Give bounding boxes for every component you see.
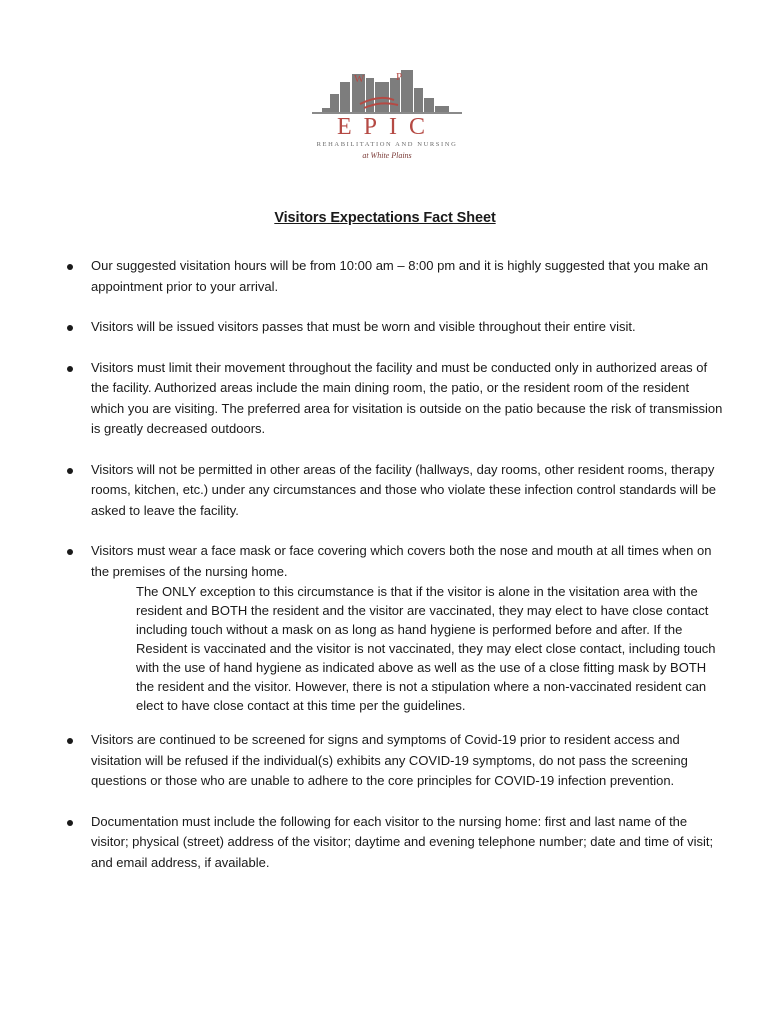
bullet-icon (67, 820, 73, 826)
bullet-text: Visitors will not be permitted in other areas of the facility (hallways, day rooms, other resident rooms, therapy rooms, kitchen, etc.) under any circumstances and those who violate these infection control standards will be asked to leave the facility. (91, 461, 717, 518)
logo-initial-p: P (396, 71, 403, 83)
bullet-text: Visitors must limit their movement throughout the facility and must be conducted only in authorized areas of the facility. Authorized areas include the main dining room, the patio, or the resident room of the resident which you are visiting. The preferred area for visitation is outside on the patio because the risk of transmission is greatly decreased outdoors. (91, 359, 723, 436)
logo-location: at White Plains (362, 151, 412, 160)
bullet-text: Documentation must include the following for each visitor to the nursing home: first and last name of the visitor; physical (street) address of the visitor; daytime and evening telephone number; date and time of visit; and email address, if available. (91, 813, 714, 870)
bullet-icon (67, 264, 73, 270)
bullet-icon (67, 366, 73, 372)
bullet-text: Visitors are continued to be screened for signs and symptoms of Covid-19 prior to resident access and visitation will be refused if the individual(s) exhibits any COVID-19 symptoms, do not pass the screening questions or those who are unable to adhere to the core principles for COVID-19 infection prevention. (91, 732, 688, 788)
list-item (64, 358, 724, 440)
list-item (64, 812, 724, 874)
bullet-icon (67, 549, 73, 555)
list-item (64, 541, 724, 715)
page-title: Visitors Expectations Fact Sheet (274, 210, 496, 226)
logo-tagline: REHABILITATION AND NURSING (316, 141, 458, 148)
list-item (64, 256, 724, 297)
building-skyline-icon (322, 70, 449, 112)
list-item (64, 317, 724, 338)
bullet-text: Visitors must wear a face mask or face covering which covers both the nose and mouth at all times when on the premises of the nursing home. (91, 543, 712, 579)
bullet-text: Our suggested visitation hours will be from 10:00 am – 8:00 pm and it is highly suggested that you make an appointment prior to your arrival. (91, 258, 709, 294)
bullet-icon (67, 738, 73, 744)
list-item (64, 730, 724, 792)
logo-initial-w: W (354, 73, 365, 85)
bullet-icon (67, 325, 73, 331)
bullet-icon (67, 468, 73, 474)
expectations-list (64, 256, 724, 873)
facility-logo (272, 68, 502, 168)
list-item (64, 460, 724, 522)
mask-exception-text: The ONLY exception to this circumstance is that if the visitor is alone in the visitation area with the resident and BOTH the resident and the visitor are vaccinated, they may elect to have close contact including touch without a mask on as long as hand hygiene is performed before and after. If the Resident is vaccinated and the visitor is not vaccinated, they may elect close contact, including touch with the use of hand hygiene as indicated above as well as the use of a close fitting mask by BOTH the resident and the visitor. However, there is not a stipulation where a non-vaccinated resident can elect to have close contact at this time per the guidelines. (136, 584, 716, 713)
logo-brand: EPIC (336, 114, 438, 140)
bullet-text: Visitors will be issued visitors passes that must be worn and visible throughout their entire visit. (91, 319, 636, 334)
